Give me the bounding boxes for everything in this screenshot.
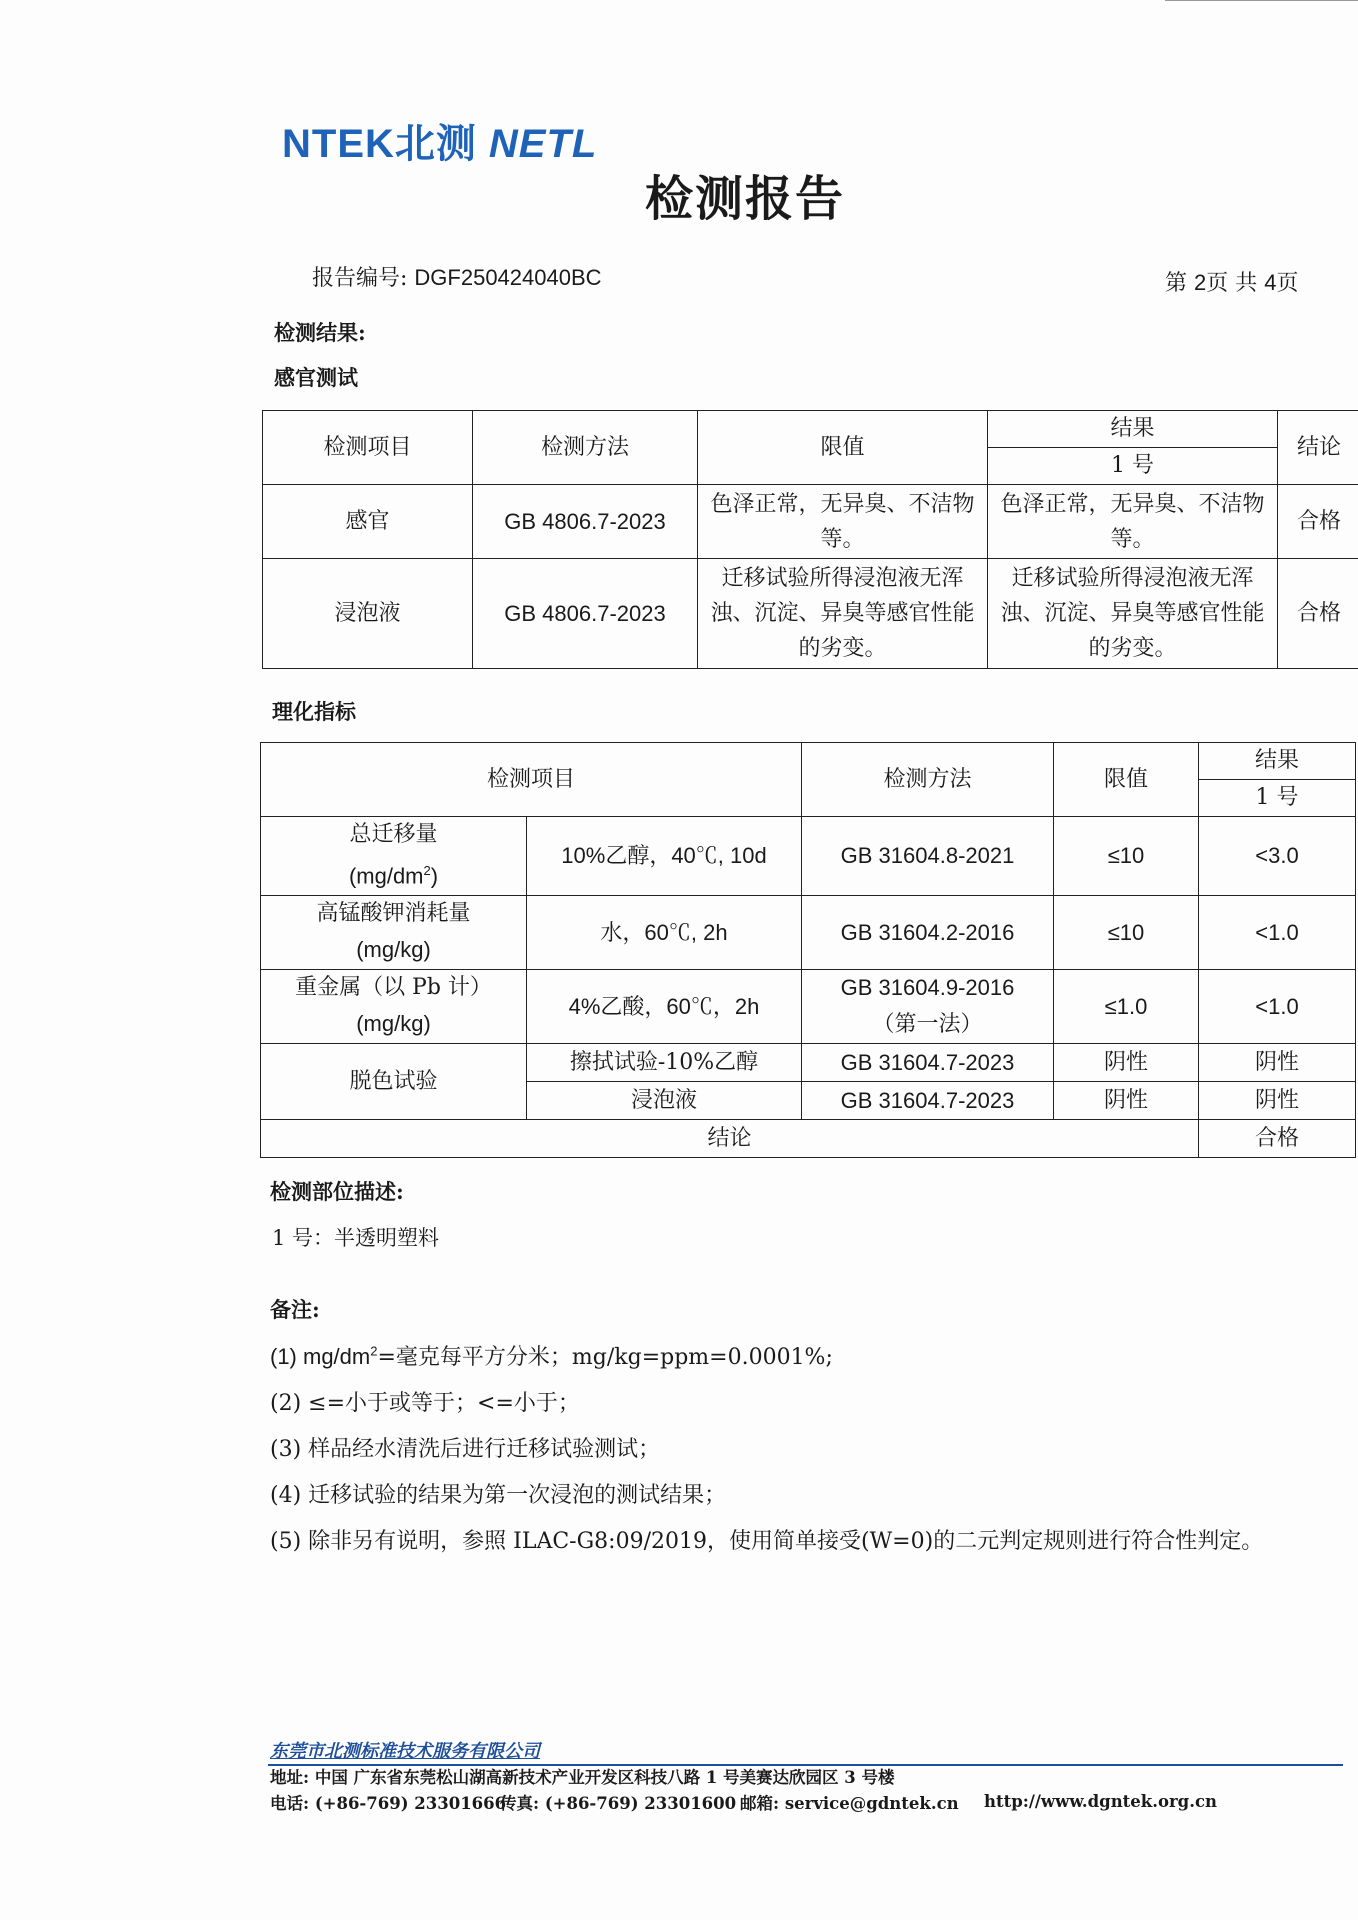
note-2: (2) ≤=小于或等于；<=小于； (270, 1391, 580, 1416)
header-result: 结果 (1199, 743, 1356, 780)
header-limit: 限值 (698, 411, 988, 485)
footer-email: 邮箱: service@gdntek.cn (740, 1794, 959, 1813)
table-row: 脱色试验 擦拭试验-10%乙醇 GB 31604.7-2023 阴性 阴性 (261, 1044, 1356, 1082)
note-3: (3) 样品经水清洗后进行迁移试验测试； (270, 1437, 661, 1462)
results-heading: 检测结果: (274, 320, 366, 345)
header-sample: 1 号 (988, 448, 1278, 485)
table-row: 感官 GB 4806.7-2023 色泽正常，无异臭、不洁物等。 色泽正常，无异臭、不洁物等。 合格 (263, 485, 1358, 559)
table-row: 总迁移量 $(mg/dm^2)$ 10%乙醇，40℃, 10d GB 31604.8-2021 ≤10 <3.0 (261, 817, 1356, 896)
report-number-value: DGF250424040BC (414, 265, 602, 290)
footer-fax: 传真: (+86-769) 23301600 (500, 1794, 737, 1813)
note-1: (1) $mg/dm^2=$毫克每平方分米；mg/kg=ppm=0.0001%; (270, 1343, 833, 1370)
top-edge-line (1165, 0, 1358, 1)
physchem-table (260, 742, 1356, 1158)
location-text: 1 号：半透明塑料 (272, 1226, 440, 1250)
logo-ntek-text: NTEK北测 (282, 122, 477, 166)
header-item: 检测项目 (263, 411, 473, 485)
footer-address: 地址: 中国 广东省东莞松山湖高新技术产业开发区科技八路 1 号美赛达欣园区 3 号楼 (270, 1768, 895, 1787)
sensory-table (262, 410, 1358, 669)
table-row: 浸泡液 GB 31604.7-2023 阴性 阴性 (261, 1082, 1356, 1120)
conclusion-row: 结论 合格 (261, 1120, 1356, 1158)
footer-company: 东莞市北测标准技术服务有限公司 (270, 1741, 540, 1762)
header-method: 检测方法 (473, 411, 698, 485)
header-method: 检测方法 (802, 743, 1054, 817)
note-4: (4) 迁移试验的结果为第一次浸泡的测试结果； (270, 1483, 727, 1508)
footer-tel: 电话: (+86-769) 23301666 (270, 1794, 507, 1813)
table-row: 高锰酸钾消耗量 (mg/kg) 水，60℃, 2h GB 31604.2-2016 ≤10 <1.0 (261, 896, 1356, 970)
physchem-heading: 理化指标 (272, 699, 356, 724)
notes-heading: 备注: (270, 1297, 320, 1322)
sensory-heading: 感官测试 (274, 365, 358, 390)
page-title: 检测报告 (644, 171, 845, 227)
table-row: 浸泡液 GB 4806.7-2023 迁移试验所得浸泡液无浑浊、沉淀、异臭等感官性能的劣变。 迁移试验所得浸泡液无浑浊、沉淀、异臭等感官性能的劣变。 合格 (263, 559, 1358, 669)
header-limit: 限值 (1054, 743, 1199, 817)
header-result: 结果 (988, 411, 1278, 448)
logo-netl-text: NETL (488, 122, 598, 166)
table-row: 重金属（以 Pb 计） (mg/kg) 4%乙酸，60℃，2h GB 31604.9-2016 （第一法） ≤1.0 <1.0 (261, 970, 1356, 1044)
header-sample: 1 号 (1199, 780, 1356, 817)
report-number: 报告编号: DGF250424040BC (312, 265, 602, 291)
note-5: (5) 除非另有说明，参照 ILAC-G8:09/2019，使用简单接受(W=0)的二元判定规则进行符合性判定。 (270, 1529, 1264, 1554)
header-conclusion: 结论 (1278, 411, 1358, 485)
footer-website[interactable]: http://www.dgntek.org.cn (984, 1792, 1218, 1811)
header-item: 检测项目 (261, 743, 802, 817)
location-heading: 检测部位描述: (270, 1179, 404, 1204)
page-indicator: 第 2页 共 4页 (1165, 270, 1299, 296)
